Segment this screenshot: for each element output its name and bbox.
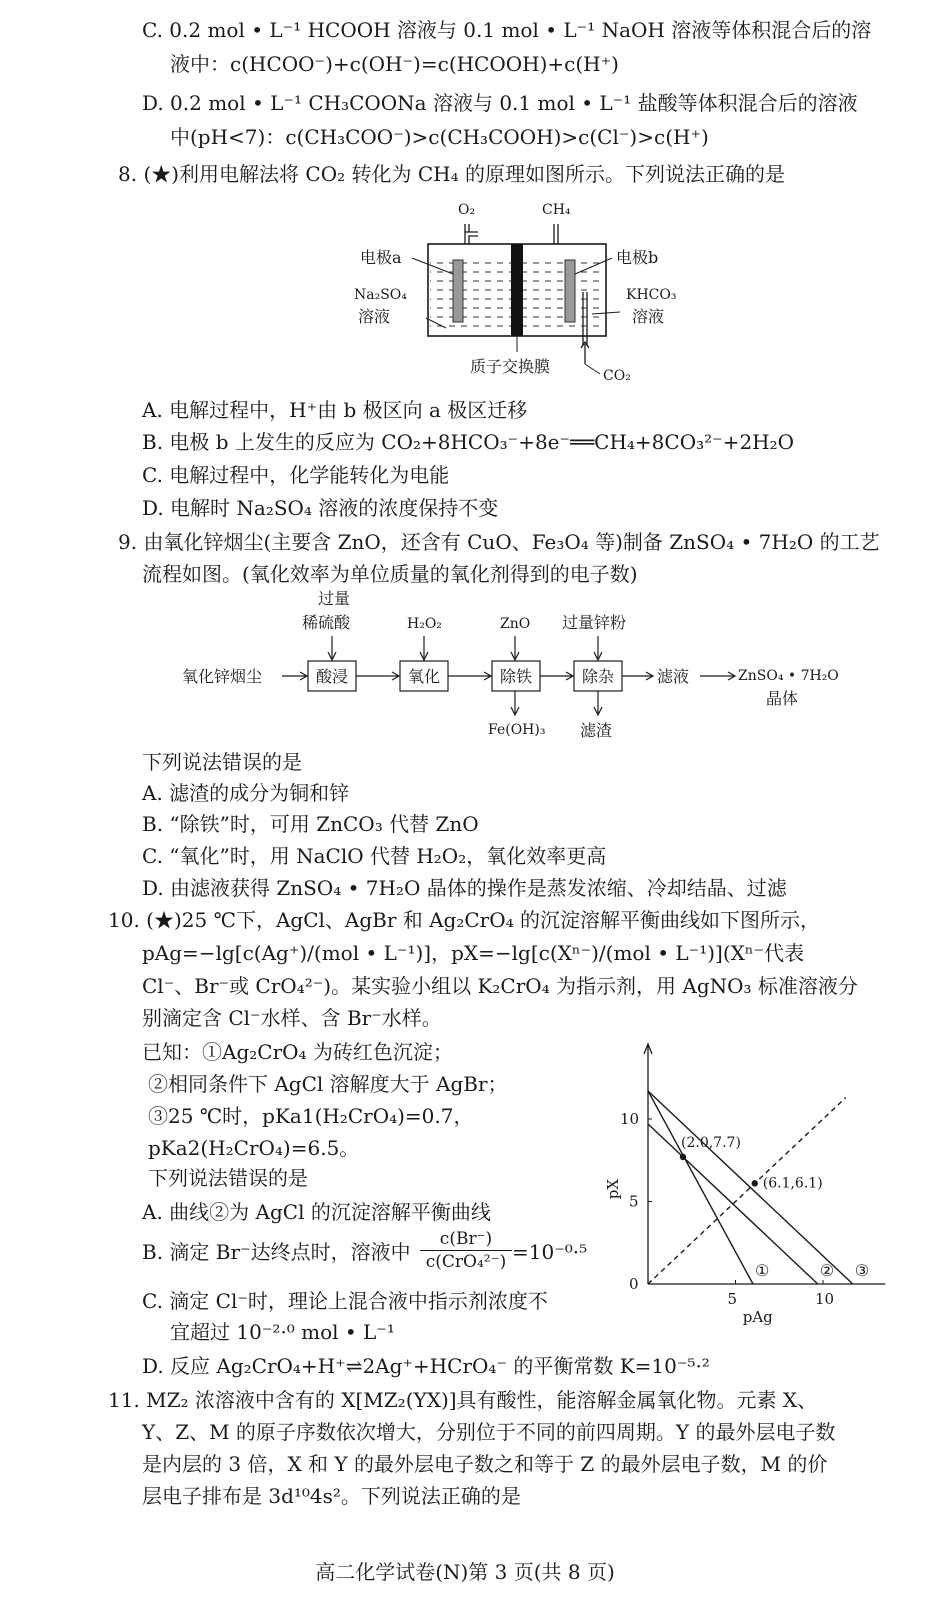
fraction-numerator: c(Br⁻) <box>420 1228 512 1251</box>
reagent-2: H₂O₂ <box>407 616 442 632</box>
step-4-label: 除杂 <box>582 667 615 686</box>
q8-stem: 8. (★)利用电解法将 CO₂ 转化为 CH₄ 的原理如图所示。下列说法正确的是 <box>118 162 785 186</box>
x-tick-label: 5 <box>727 1290 738 1308</box>
byproduct-fe-oh3: Fe(OH)₃ <box>488 722 546 738</box>
q10-stem-line4: 别滴定含 Cl⁻水样、含 Br⁻水样。 <box>142 1006 442 1030</box>
byproduct-residue: 滤渣 <box>580 721 613 740</box>
o2-outlet-tube <box>465 232 478 244</box>
q9-stem-line2: 流程如图。(氧化效率为单位质量的氧化剂得到的电子数) <box>142 562 638 586</box>
khco3-label: KHCO₃ <box>626 287 677 303</box>
q9-option-a: A. 滤渣的成分为铜和锌 <box>142 781 350 805</box>
curve-3-label: ③ <box>854 1261 870 1280</box>
q9-ask: 下列说法错误的是 <box>142 750 302 774</box>
electrolysis-diagram <box>340 196 720 396</box>
o2-label: O₂ <box>458 202 476 218</box>
y-axis-label: pX <box>604 1178 622 1200</box>
reagent-3: ZnO <box>500 616 531 632</box>
q10-known-1: 已知：①Ag₂CrO₄ 为砖红色沉淀； <box>142 1040 453 1064</box>
page-footer: 高二化学试卷(N)第 3 页(共 8 页) <box>315 1560 615 1584</box>
q9-option-d: D. 由滤液获得 ZnSO₄ • 7H₂O 晶体的操作是蒸发浓缩、冷却结晶、过滤 <box>142 876 787 900</box>
q10-option-c-line1: C. 滴定 Cl⁻时，理论上混合液中指示剂浓度不 <box>142 1289 548 1313</box>
reagent-1-line1: 过量 <box>318 589 351 608</box>
q10-option-b-fraction <box>420 1228 512 1273</box>
q10-known-4: pKa2(H₂CrO₄)=6.5。 <box>148 1136 360 1160</box>
electrode-a-label: 电极a <box>360 248 402 267</box>
annotation-point-1 <box>680 1154 686 1160</box>
product-label: ZnSO₄ • 7H₂O <box>738 668 839 684</box>
q10-option-c-line2: 宜超过 10⁻²·⁰ mol • L⁻¹ <box>170 1320 395 1344</box>
y-tick-label: 0 <box>629 1275 639 1293</box>
proton-exchange-membrane <box>511 244 523 336</box>
q10-option-b-suffix: =10⁻⁰·⁵ <box>512 1240 588 1264</box>
q10-known-3: ③25 ℃时，pKa1(H₂CrO₄)=0.7， <box>148 1104 474 1128</box>
q10-option-a: A. 曲线②为 AgCl 的沉淀溶解平衡曲线 <box>142 1200 491 1224</box>
q10-stem-line2: pAg=−lg[c(Ag⁺)/(mol • L⁻¹)]，pX=−lg[c(Xⁿ⁻)/(mol • L⁻¹)](Xⁿ⁻代表 <box>142 941 805 965</box>
q8-option-a: A. 电解过程中，H⁺由 b 极区向 a 极区迁移 <box>142 398 528 422</box>
q7-option-c-line2: 液中：c(HCOO⁻)+c(OH⁻)=c(HCOOH)+c(H⁺) <box>170 52 619 76</box>
q8-option-b: B. 电极 b 上发生的反应为 CO₂+8HCO₃⁻+8e⁻══CH₄+8CO₃²⁻+2H₂O <box>142 430 795 454</box>
q11-stem-line3: 是内层的 3 倍，X 和 Y 的最外层电子数之和等于 Z 的最外层电子数，M 的价 <box>142 1452 828 1476</box>
annotation-label-1: (2.0,7.7) <box>681 1134 741 1151</box>
q9-stem-line1: 9. 由氧化锌烟尘(主要含 ZnO，还含有 CuO、Fe₃O₄ 等)制备 ZnSO₄ • 7H₂O 的工艺 <box>118 530 880 554</box>
process-flow-diagram <box>170 588 870 748</box>
electrode-b-label: 电极b <box>616 248 659 267</box>
q11-stem-line2: Y、Z、M 的原子序数依次增大，分别位于不同的前四周期。Y 的最外层电子数 <box>142 1420 836 1444</box>
q10-stem-line3: Cl⁻、Br⁻或 CrO₄²⁻)。某实验小组以 K₂CrO₄ 为指示剂，用 AgNO₃ 标准溶液分 <box>142 974 858 998</box>
q10-known-2: ②相同条件下 AgCl 溶解度大于 AgBr； <box>148 1072 508 1096</box>
q8-option-d: D. 电解时 Na₂SO₄ 溶液的浓度保持不变 <box>142 496 499 520</box>
electrode-a <box>453 260 463 322</box>
fraction-denominator: c(CrO₄²⁻) <box>425 1252 507 1272</box>
annotation-label-2: (6.1,6.1) <box>762 1175 823 1192</box>
reagent-1-line2: 稀硫酸 <box>302 613 351 632</box>
q7-option-d-line1: D. 0.2 mol • L⁻¹ CH₃COONa 溶液与 0.1 mol • L⁻¹ 盐酸等体积混合后的溶液 <box>142 91 858 115</box>
q10-ask: 下列说法错误的是 <box>148 1166 308 1190</box>
filtrate-label: 滤液 <box>657 667 690 686</box>
step-1-label: 酸浸 <box>316 667 349 686</box>
q10-option-b-prefix: B. 滴定 Br⁻达终点时，溶液中 <box>142 1240 411 1264</box>
x-axis-label: pAg <box>742 1308 773 1326</box>
q8-option-c: C. 电解过程中，化学能转化为电能 <box>142 463 450 487</box>
membrane-label: 质子交换膜 <box>470 357 551 376</box>
product-crystal-label: 晶体 <box>766 689 799 708</box>
step-2-label: 氧化 <box>408 667 441 686</box>
y-tick-label: 10 <box>620 1110 640 1128</box>
annotation-point-2 <box>752 1180 758 1186</box>
ch4-label: CH₄ <box>542 202 571 218</box>
q11-stem-line1: 11. MZ₂ 浓溶液中含有的 X[MZ₂(YX)]具有酸性，能溶解金属氧化物。元素 X、 <box>108 1388 818 1412</box>
khco3-solution-label: 溶液 <box>632 307 665 326</box>
q7-option-c-line1: C. 0.2 mol • L⁻¹ HCOOH 溶液与 0.1 mol • L⁻¹ NaOH 溶液等体积混合后的溶 <box>142 18 872 42</box>
q9-option-b: B. “除铁”时，可用 ZnCO₃ 代替 ZnO <box>142 812 479 836</box>
reagent-4: 过量锌粉 <box>562 613 627 632</box>
curve-1-label: ① <box>755 1261 770 1280</box>
electrode-b <box>565 260 575 322</box>
y-tick-label: 5 <box>629 1192 639 1211</box>
q9-option-c: C. “氧化”时，用 NaClO 代替 H₂O₂，氧化效率更高 <box>142 844 607 868</box>
q10-stem-line1: 10. (★)25 ℃下，AgCl、AgBr 和 Ag₂CrO₄ 的沉淀溶解平衡曲线如下图所示， <box>108 908 821 932</box>
curve-2-label: ② <box>819 1261 835 1280</box>
flow-start: 氧化锌烟尘 <box>182 667 263 686</box>
solubility-equilibrium-chart <box>600 1040 900 1330</box>
q11-stem-line4: 层电子排布是 3d¹⁰4s²。下列说法正确的是 <box>142 1484 521 1508</box>
q10-option-d: D. 反应 Ag₂CrO₄+H⁺⇌2Ag⁺+HCrO₄⁻ 的平衡常数 K=10⁻⁵·² <box>142 1354 710 1378</box>
step-3-label: 除铁 <box>500 667 533 686</box>
na2so4-solution-label: 溶液 <box>358 307 391 326</box>
na2so4-label: Na₂SO₄ <box>354 287 407 303</box>
q7-option-d-line2: 中(pH<7)：c(CH₃COO⁻)>c(CH₃COOH)>c(Cl⁻)>c(H⁺) <box>170 125 709 149</box>
co2-label: CO₂ <box>603 368 631 384</box>
x-tick-label: 10 <box>815 1290 835 1308</box>
curve-1 <box>648 1091 753 1284</box>
